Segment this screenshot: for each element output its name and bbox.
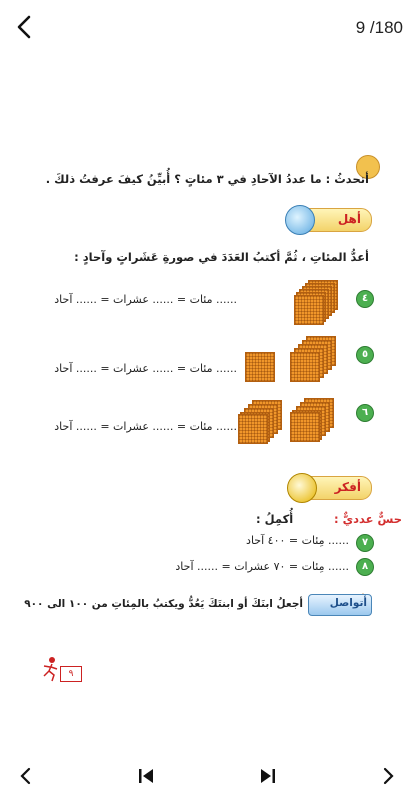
- exercise-number: ٧: [356, 534, 374, 552]
- exercise-line: ...... مئات = ...... عشرات = ...... آحاد: [54, 420, 237, 433]
- hundred-block: [290, 412, 320, 442]
- exercise-number: ٨: [356, 558, 374, 576]
- hundred-block: [294, 295, 324, 325]
- hundreds-blocks-group: [238, 400, 284, 444]
- speak-text: أتحدثُ : ما عددُ الآحادِ في ٣ مئاتٍ ؟ أُبيِّنُ كيفَ عرفتُ ذلكَ .: [45, 172, 369, 186]
- last-page-icon[interactable]: [256, 764, 280, 788]
- hundred-block: [290, 352, 320, 382]
- complete-line: ...... مِئات = ٧٠ عشرات = ...... آحاد: [175, 560, 349, 573]
- complete-label: أُكمِلُ :: [256, 512, 294, 526]
- exercise-number: ٥: [356, 346, 374, 364]
- complete-line: ...... مِئات = ٤٠٠ آحاد: [246, 534, 349, 547]
- thinking-icon: [287, 473, 317, 503]
- next-page-icon[interactable]: [376, 764, 400, 788]
- book-icon: [285, 205, 315, 235]
- exercise-line: ...... مئات = ...... عشرات = ...... آحاد: [54, 293, 237, 306]
- number-sense-title: حسٌّ عدديٌّ :: [334, 512, 403, 526]
- exercise-number: ٦: [356, 404, 374, 422]
- tawasol-badge: [308, 594, 372, 616]
- exercise-line: ...... مئات = ...... عشرات = ...... آحاد: [54, 362, 237, 375]
- page-indicator: 9 /180: [355, 18, 403, 37]
- page-number-box: ٩: [60, 666, 82, 682]
- hundreds-blocks-group: [294, 280, 340, 324]
- runner-icon: [40, 656, 62, 682]
- back-icon[interactable]: [12, 14, 38, 40]
- hundreds-blocks-group: [290, 398, 336, 442]
- hundred-block: [238, 414, 268, 444]
- ahel-badge: [290, 208, 372, 232]
- afakker-badge: [292, 476, 372, 500]
- tawasol-text: أجعلُ ابنَكَ أو ابنتَكَ يَعُدُّ ويكتبُ بالمِئاتِ من ١٠٠ الى ٩٠٠: [24, 598, 303, 610]
- exercise-number: ٤: [356, 290, 374, 308]
- first-page-icon[interactable]: [134, 764, 158, 788]
- prev-page-icon[interactable]: [14, 764, 38, 788]
- tawasol-label: أتواصل: [329, 597, 367, 609]
- hundreds-blocks-group: [290, 336, 338, 382]
- instruction-text: أعدُّ المئاتِ ، ثُمَّ أكتبُ العَدَدَ في صورةِ عَشَراتٍ وآحادٍ :: [74, 250, 369, 264]
- afakker-label: أفكر: [334, 480, 361, 494]
- hundred-block: [245, 352, 275, 382]
- ahel-label: أهل: [337, 212, 361, 226]
